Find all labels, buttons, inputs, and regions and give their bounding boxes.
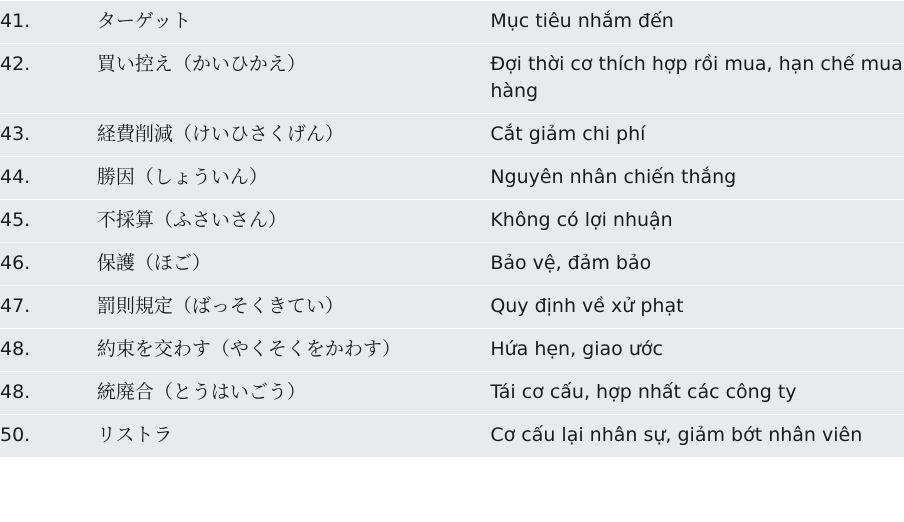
japanese-term: 不採算（ふさいさん） [96,208,287,231]
table-row [0,242,904,285]
row-number: 50. [0,423,31,446]
japanese-term: 約束を交わす（やくそくをかわす） [96,337,401,360]
table-row [0,371,904,414]
table-body [0,1,904,458]
row-number: 41. [0,10,31,32]
row-number-cell [0,156,97,199]
vietnamese-meaning: Đợi thời cơ thích hợp rồi mua, hạn chế mua hàng [490,52,903,102]
vietnamese-meaning: Hứa hẹn, giao ước [490,337,663,360]
japanese-term-cell [97,371,490,414]
row-number-cell [0,414,97,457]
vietnamese-meaning: Cắt giảm chi phí [490,122,646,145]
row-number-cell [0,285,97,328]
vietnamese-meaning: Mục tiêu nhắm đến [490,10,674,32]
row-number: 42. [0,52,31,75]
japanese-term-cell [97,242,490,285]
row-number: 47. [0,294,31,317]
vietnamese-meaning-cell [490,414,904,457]
japanese-term: 経費削減（けいひさくげん） [96,122,344,145]
vietnamese-meaning: Quy định về xử phạt [490,294,684,317]
row-number-cell [0,1,97,44]
japanese-term-cell [97,1,490,44]
vietnamese-meaning: Không có lợi nhuận [490,208,673,231]
vietnamese-meaning-cell [490,371,904,414]
japanese-term: 勝因（しょういん） [96,165,268,188]
vietnamese-meaning-cell [490,156,904,199]
vietnamese-meaning-cell [490,43,904,113]
japanese-term: 保護（ほご） [96,251,211,274]
vietnamese-meaning: Tái cơ cấu, hợp nhất các công ty [490,380,797,403]
vietnamese-meaning-cell [490,328,904,371]
row-number: 46. [0,251,31,274]
row-number-cell [0,328,97,371]
japanese-term-cell [97,113,490,156]
japanese-term: 統廃合（とうはいごう） [96,380,306,403]
vietnamese-meaning-cell [490,242,904,285]
table-row [0,43,904,113]
japanese-term-cell [97,43,490,113]
row-number: 44. [0,165,31,188]
row-number-cell [0,371,97,414]
japanese-term: リストラ [96,423,173,446]
japanese-term: 買い控え（かいひかえ） [96,52,306,75]
vietnamese-meaning: Cơ cấu lại nhân sự, giảm bớt nhân viên [490,423,863,446]
table-row [0,285,904,328]
row-number-cell [0,43,97,113]
japanese-term: 罰則規定（ばっそくきてい） [96,294,344,317]
table-row [0,1,904,44]
japanese-term-cell [97,414,490,457]
row-number: 45. [0,208,31,231]
table-row [0,414,904,457]
japanese-term-cell [97,328,490,371]
vietnamese-meaning-cell [490,285,904,328]
japanese-term: ターゲット [96,10,192,32]
row-number: 48. [0,337,31,360]
table-row [0,156,904,199]
row-number: 48. [0,380,31,403]
vietnamese-meaning: Bảo vệ, đảm bảo [490,251,652,274]
vietnamese-meaning-cell [490,1,904,44]
vietnamese-meaning-cell [490,199,904,242]
row-number-cell [0,242,97,285]
vietnamese-meaning-cell [490,113,904,156]
japanese-term-cell [97,199,490,242]
row-number-cell [0,199,97,242]
row-number-cell [0,113,97,156]
table-row [0,328,904,371]
japanese-term-cell [97,156,490,199]
table-row [0,199,904,242]
vietnamese-meaning: Nguyên nhân chiến thắng [490,165,737,188]
row-number: 43. [0,122,31,145]
japanese-term-cell [97,285,490,328]
table-row [0,113,904,156]
